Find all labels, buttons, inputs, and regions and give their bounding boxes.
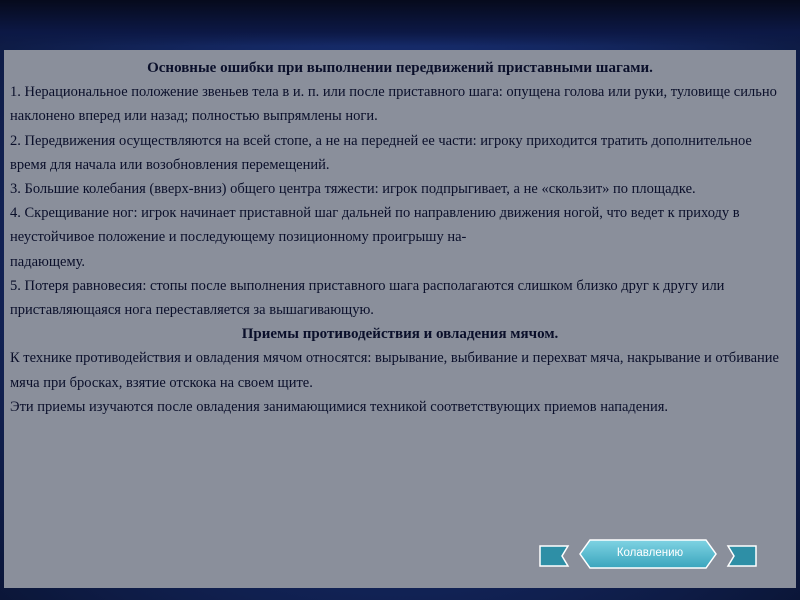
error-item-4-continuation: падающему. <box>10 253 86 270</box>
section-title-ball-control: Приемы противодействия и овладения мячом. <box>241 326 559 343</box>
section-title-errors: Основные ошибки при выполнении передвижений приставными шагами. <box>147 60 653 76</box>
table-of-contents-button[interactable] <box>538 538 758 570</box>
ball-control-paragraph-1: К технике противодействия и овладения мячом относятся: вырывание, выбивание и перехват мяча, накрывание и отбивание мяча при бросках, взятие отскока на своем щите. <box>10 350 779 391</box>
error-item-1: 1. Нерациональное положение звеньев тела в и. п. или после приставного шага: опущена голова или руки, туловище сильно наклонено вперед или назад; полностью выпрямлены ноги. <box>10 84 777 125</box>
table-of-contents-label: Колавлению <box>616 547 684 559</box>
error-item-5: 5. Потеря равновесия: стопы после выполнения приставного шага располагаются слишком близко друг к другу или приставляющаяся нога переставляется за вышагивающую. <box>10 277 725 319</box>
error-item-3: 3. Большие колебания (вверх-вниз) общего центра тяжести: игрок подпрыгивает, а не «скользит» по площадке. <box>10 181 696 198</box>
slide-content-panel <box>4 50 796 588</box>
ball-control-paragraph-2: Эти приемы изучаются после овладения занимающимися техникой соответствующих приемов нападения. <box>10 398 669 415</box>
slide-top-band <box>0 0 800 46</box>
error-item-4: 4. Скрещивание ног: игрок начинает приставной шаг дальней по направлению движения ногой, что ведет к приходу в неустойчивое положение и последующему позиционному проигрышу на- <box>10 205 740 246</box>
error-item-2: 2. Передвижения осуществляются на всей стопе, а не на передней ее части: игроку приходится тратить дополнительное время для начала или возобновления перемещений. <box>10 132 752 173</box>
